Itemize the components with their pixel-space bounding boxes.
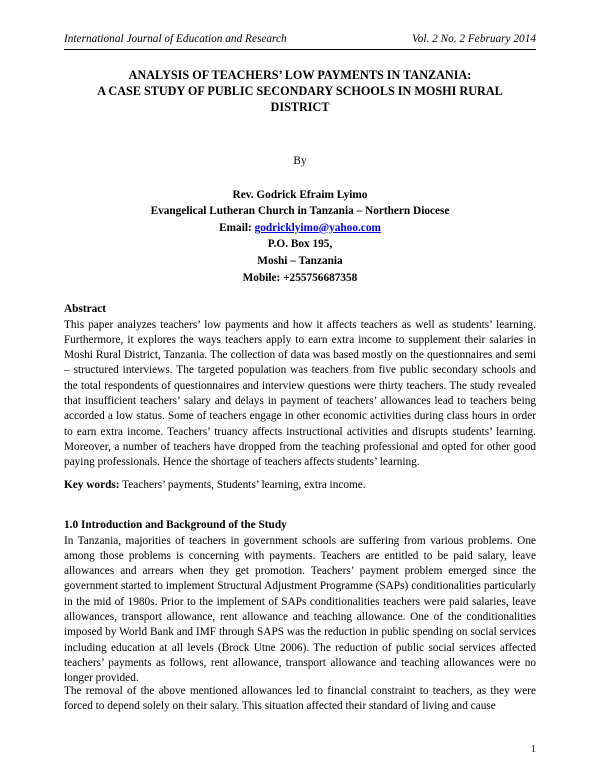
- abstract-section: [64, 302, 536, 470]
- author-mobile: Mobile: +255756687358: [242, 271, 358, 284]
- keywords-text: Teachers’ payments, Students’ learning, extra income.: [119, 479, 366, 491]
- email-label: Email:: [219, 221, 255, 234]
- page-number: 1: [531, 744, 536, 755]
- journal-name: International Journal of Education and Research: [64, 33, 287, 45]
- running-header: [64, 32, 536, 46]
- introduction-paragraph-1: In Tanzania, majorities of teachers in government schools are suffering from various problems. One among those problems is concerning with payments. Teachers are entitled to be paid salary, leave allowances and arrears when they get promotion. Teachers’ payment problem emerged since the government started to implement Structural Adjustment Programme (SAPs) conditionalities particularly in the mid of 1980s. Prior to the implement of SAPs conditionalities teachers were paid salaries, leave allowances, transport allowance, rent allowance and teaching allowance. One of the conditionalities imposed by World Bank and IMF through SAPS was the reduction in public spending on social services including education at all levels (Brock Utne 2006). The reduction of public social services affected teachers’ payments as follows, rent allowance, transport allowance and teaching allowances were no longer provided.: [64, 534, 536, 685]
- paper-title: [64, 67, 536, 115]
- keywords-label: Key words:: [64, 479, 120, 491]
- author-name: Rev. Godrick Efraim Lyimo: [232, 188, 368, 201]
- author-po-box: P.O. Box 195,: [267, 238, 333, 251]
- abstract-heading: Abstract: [64, 303, 107, 315]
- introduction-heading: 1.0 Introduction and Background of the Study: [64, 519, 287, 531]
- introduction-paragraph-2-wrapper: [64, 684, 536, 715]
- introduction-paragraph-2: The removal of the above mentioned allowances led to financial constraint to teachers, as they were forced to depend solely on their salary. This situation affected their standard of living and cause: [64, 685, 536, 713]
- title-line-2: A CASE STUDY OF PUBLIC SECONDARY SCHOOLS IN MOSHI RURAL: [97, 84, 503, 98]
- author-block: [64, 153, 536, 286]
- header-divider: [64, 49, 536, 50]
- volume-info: Vol. 2 No. 2 February 2014: [412, 33, 536, 45]
- email-link[interactable]: godricklyimo@yahoo.com: [254, 221, 381, 234]
- abstract-text: This paper analyzes teachers’ low payments and how it affects teachers as well as students’ learning. Furthermore, it explores the ways teachers apply to earn extra income to supplement their salaries in Moshi Rural District, Tanzania. The collection of data was based mostly on the questionnaires and semi – structured interviews. The targeted population was teachers from five public secondary schools and the total respondents of questionnaires and interview questions were thirty teachers. The study revealed that insufficient teachers’ salary and delays in payment of teachers’ allowances lead to teachers being accorded a low status. Some of teachers engage in other economic activities during class hours in order to earn extra income. Teachers’ truancy affects instructional activities and disrupts students’ learning. Moreover, a number of teachers have dropped from the teaching professional and opted for other good paying professionals. Hence the shortage of teachers affects students’ learning.: [64, 318, 536, 469]
- by-line: By: [293, 155, 307, 167]
- keywords-line: [64, 478, 536, 493]
- author-email-line: [64, 220, 536, 237]
- title-line-3: DISTRICT: [270, 100, 330, 114]
- author-affiliation: Evangelical Lutheran Church in Tanzania – Northern Diocese: [150, 205, 450, 218]
- title-line-1: ANALYSIS OF TEACHERS’ LOW PAYMENTS IN TANZANIA:: [128, 68, 472, 82]
- author-city: Moshi – Tanzania: [257, 254, 343, 267]
- introduction-section: [64, 518, 536, 686]
